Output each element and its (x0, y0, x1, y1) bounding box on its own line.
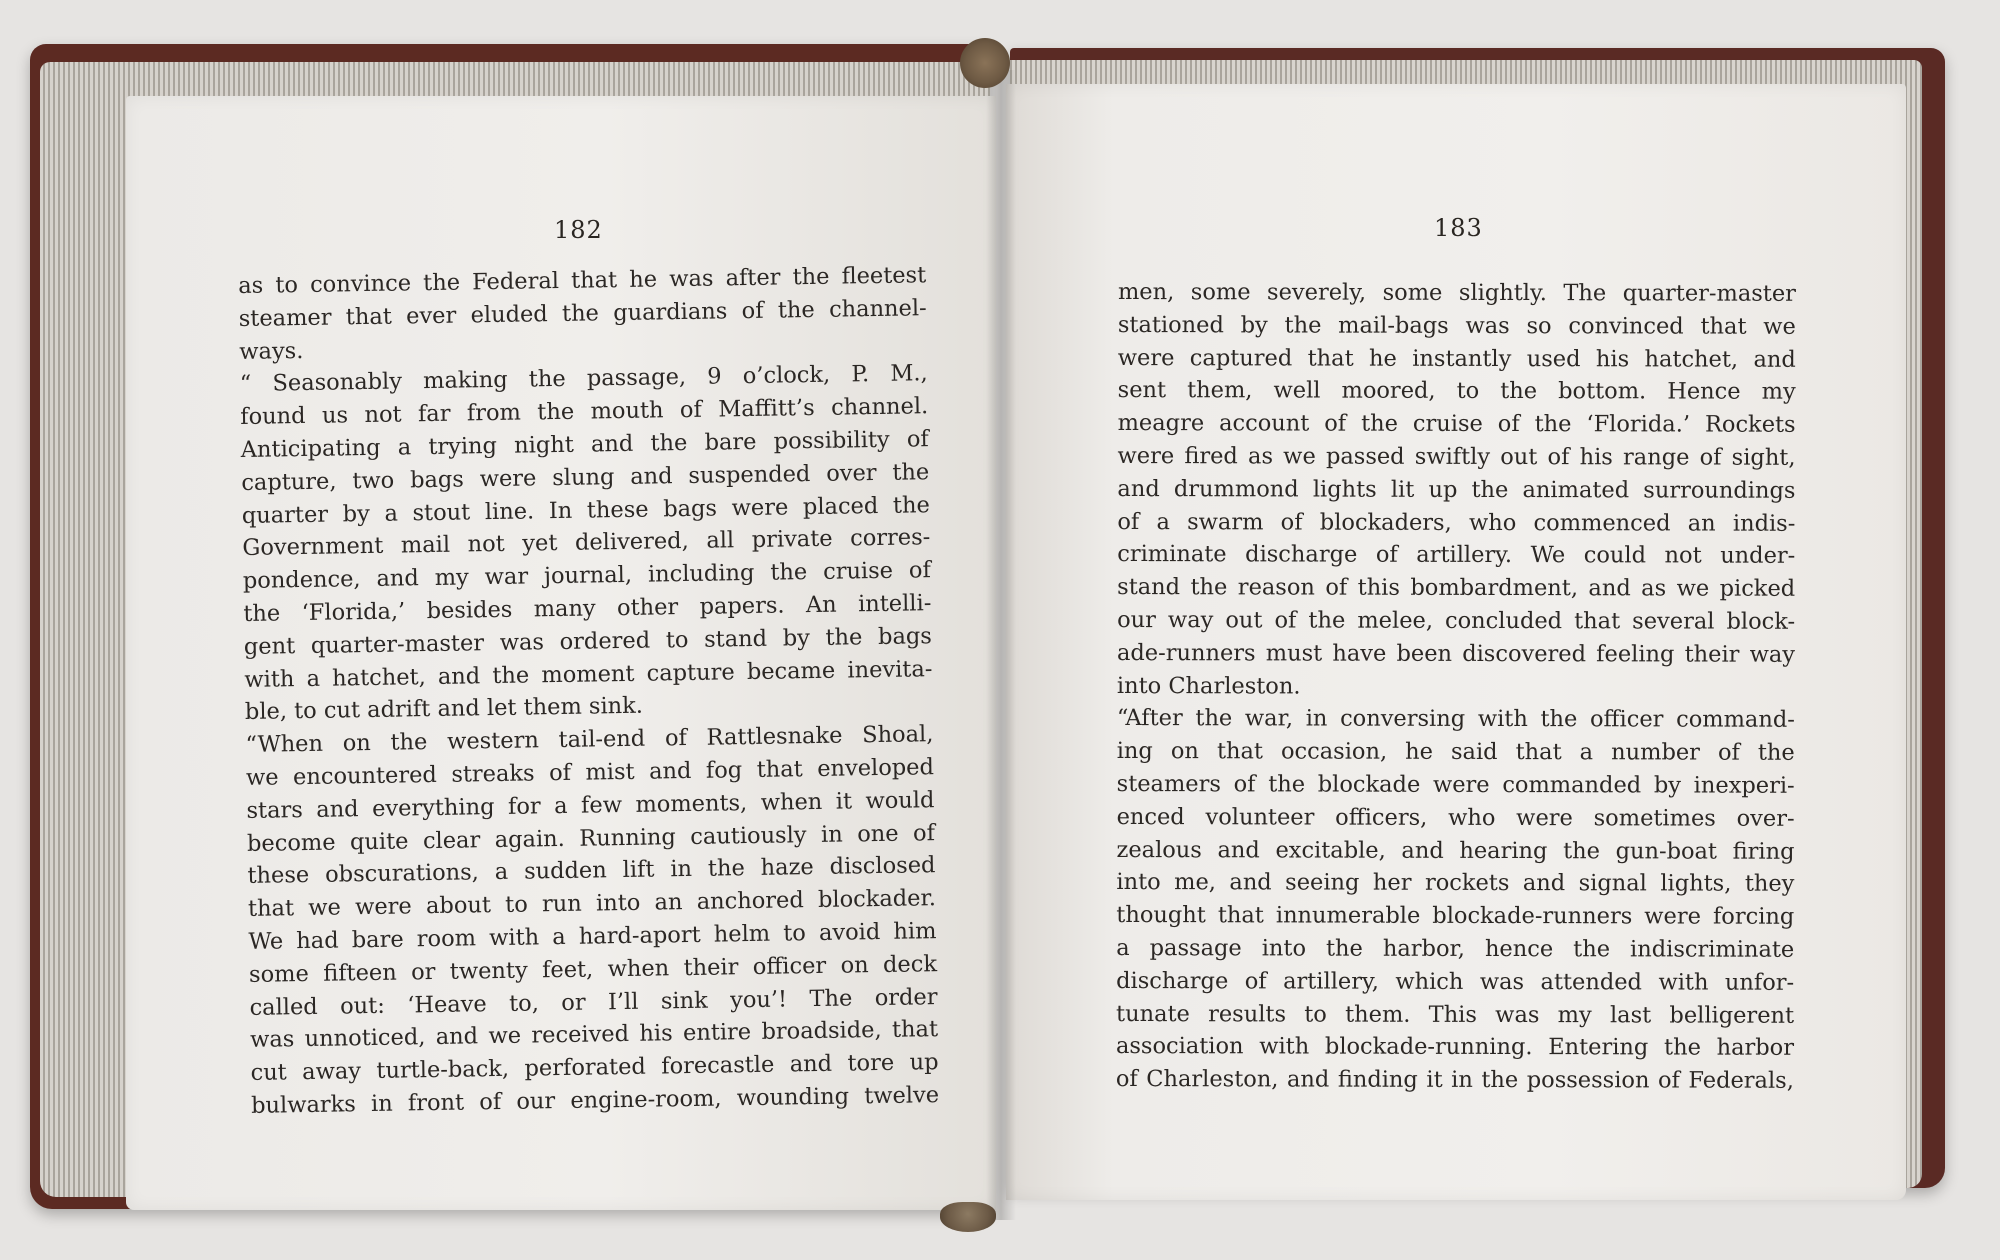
text-line: association with blockade-running. Entering the harbor (1115, 1033, 1795, 1062)
text-line: was unnoticed, and we received his entire broadside, that (249, 1016, 939, 1054)
left-page-text (238, 259, 939, 1122)
text-line: and drummond lights lit up the animated surroundings (1117, 475, 1796, 504)
text-line: our way out of the melee, concluded that several block- (1117, 606, 1796, 635)
text-line: ade-runners must have been discovered feeling their way (1116, 639, 1796, 668)
text-line: a passage into the harbor, hence the indiscriminate (1116, 934, 1795, 963)
text-line: Government mail not yet delivered, all private corres- (242, 524, 931, 562)
text-line: steamers of the blockade were commanded by inexperi- (1116, 770, 1795, 799)
headband-bottom (940, 1202, 996, 1232)
text-line: stand the reason of this bombardment, and as we picked (1117, 574, 1796, 602)
text-line: these obscurations, a sudden lift in the haze disclosed (247, 852, 936, 890)
right-page-text (1116, 276, 1796, 1098)
text-line: were captured that he instantly used his hatchet, and (1117, 344, 1796, 373)
text-line: meagre account of the cruise of the ‘Florida.’ Rockets (1117, 410, 1796, 438)
text-line: stationed by the mail-bags was so convinced that we (1117, 311, 1796, 340)
text-line: steamer that ever eluded the guardians of the channel- (238, 294, 927, 332)
text-line: We had bare room with a hard-aport helm to avoid him (248, 918, 937, 955)
text-line: pondence, and my war journal, including the cruise of (242, 557, 932, 595)
headband-top (960, 38, 1010, 88)
text-line: the ‘Florida,’ besides many other papers. An intelli- (243, 590, 932, 627)
text-line: enced volunteer officers, who were sometimes over- (1116, 803, 1795, 832)
text-line: found us not far from the mouth of Maffitt’s channel. (240, 393, 929, 431)
text-line: ing on that occasion, he said that a number of the (1116, 738, 1795, 766)
text-line: of Charleston, and finding it in the possession of Federals, (1115, 1066, 1794, 1094)
text-line: quarter by a stout line. In these bags were placed the (241, 491, 930, 529)
text-line: “After the war, in conversing with the officer command- (1116, 705, 1795, 734)
text-line: thought that innumerable blockade-runners were forcing (1116, 902, 1795, 930)
text-line: stars and everything for a few moments, when it would (246, 786, 935, 824)
text-line: men, some severely, some slightly. The quarter-master (1117, 279, 1796, 307)
text-line: “ Seasonably making the passage, 9 o’clock, P. M., (239, 360, 928, 398)
text-line: capture, two bags were slung and suspended over the (241, 458, 930, 496)
text-line: that we were about to run into an anchored blockader. (247, 885, 937, 923)
text-line: bulwarks in front of our engine-room, wounding twelve (250, 1082, 940, 1119)
text-line: tunate results to them. This was my last belligerent (1116, 1000, 1795, 1029)
text-line: into me, and seeing her rockets and signal lights, they (1116, 869, 1795, 898)
text-line: sent them, well moored, to the bottom. Hence my (1117, 377, 1796, 406)
text-line: ble, to cut adrift and let them sink. (244, 693, 644, 726)
text-line: cut away turtle-back, perforated forecastle and tore up (250, 1049, 939, 1087)
text-line: discharge of artillery, which was attended with unfor- (1116, 967, 1795, 996)
text-line: gent quarter-master was ordered to stand by the bags (243, 622, 933, 660)
text-line: ways. (239, 337, 304, 365)
text-line: zealous and excitable, and hearing the gun-boat firing (1116, 836, 1795, 865)
text-line: become quite clear again. Running cautiously in one of (246, 819, 936, 857)
text-line: “When on the western tail-end of Rattlesnake Shoal, (245, 721, 934, 759)
text-line: were fired as we passed swiftly out of his range of sight, (1117, 442, 1796, 471)
text-line: with a hatchet, and the moment capture became inevita- (244, 655, 933, 693)
text-line: some fifteen or twenty feet, when their officer on deck (248, 950, 938, 988)
right-page-number: 183 (1434, 214, 1483, 242)
text-line: Anticipating a trying night and the bare possibility of (240, 426, 929, 463)
text-line: criminate discharge of artillery. We could not under- (1117, 541, 1796, 570)
text-line: called out: ‘Heave to, or I’ll sink you’! The order (249, 983, 938, 1021)
text-line: of a swarm of blockaders, who commenced an indis- (1117, 508, 1796, 537)
text-line: as to convince the Federal that he was after the fleetest (238, 262, 927, 299)
text-line: into Charleston. (1116, 672, 1301, 700)
left-page-number: 182 (554, 216, 603, 244)
book-gutter (986, 70, 1016, 1220)
text-line: we encountered streaks of mist and fog that enveloped (245, 754, 935, 791)
